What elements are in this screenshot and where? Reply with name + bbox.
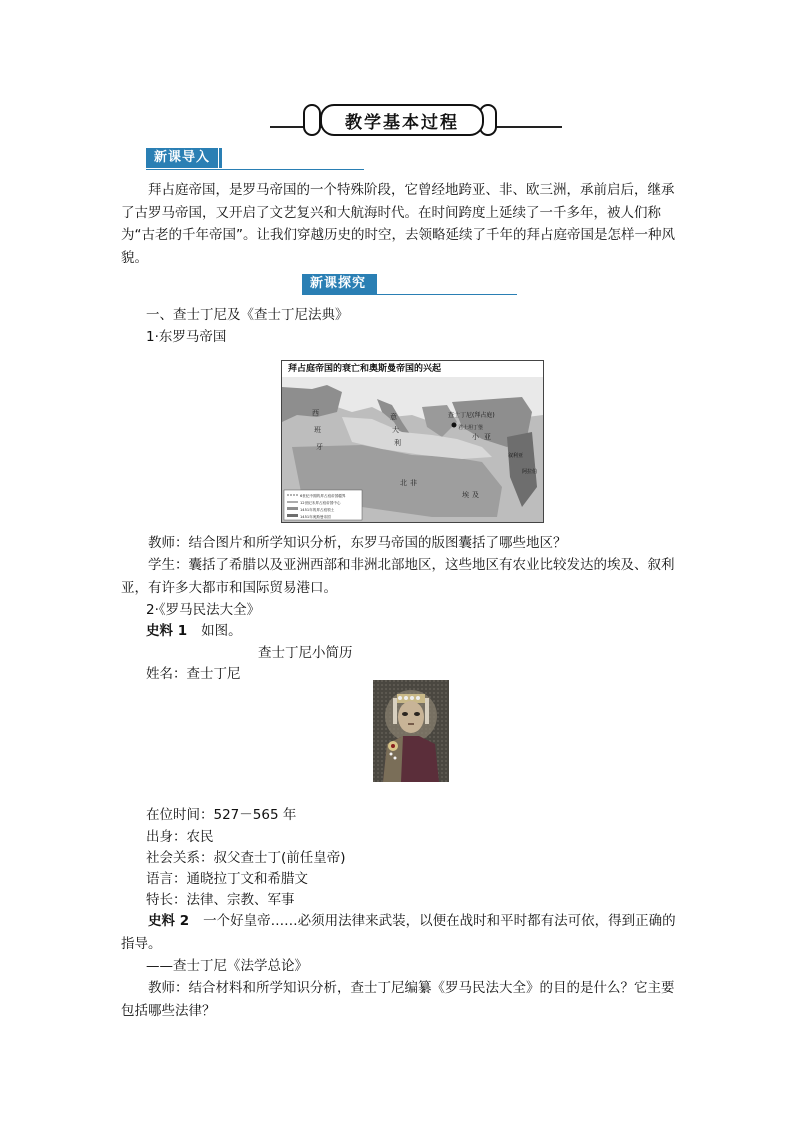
source-2-citation: ——查士丁尼《法学总论》 bbox=[146, 958, 308, 974]
map-label: 意 bbox=[390, 413, 397, 421]
teacher-question-1 bbox=[121, 532, 676, 555]
map-legend-item: 12世纪末拜占庭帝国中心 bbox=[300, 501, 341, 505]
page-title: 教学基本过程 bbox=[320, 104, 484, 136]
map-title: 拜占庭帝国的衰亡和奥斯曼帝国的兴起 bbox=[282, 361, 544, 378]
map-label: 北 bbox=[400, 479, 407, 487]
map-label: 埃 bbox=[462, 491, 469, 499]
map-label: 西 bbox=[312, 409, 319, 417]
banner-cap-left bbox=[303, 104, 321, 136]
teacher-label: 教师 bbox=[148, 980, 175, 996]
teacher-question-2 bbox=[121, 977, 676, 1022]
portrait-graphic bbox=[373, 680, 449, 782]
map-label: 牙 bbox=[316, 443, 323, 451]
teacher-question-text: ：结合材料和所学知识分析，查士丁尼编纂《罗马民法大全》的目的是什么？它主要包括哪些法律？ bbox=[121, 980, 675, 1019]
map-label: 非 bbox=[410, 479, 417, 487]
resume-relation: 社会关系：叔父查士丁(前任皇帝) bbox=[146, 850, 346, 866]
map-legend-item: 1451年奥斯曼帝国 bbox=[300, 515, 331, 519]
source-2-label: 史料 2 bbox=[148, 913, 190, 929]
teacher-question-text: ：结合图片和所学知识分析，东罗马帝国的版图囊括了哪些地区？ bbox=[175, 535, 567, 551]
map-label: 亚 bbox=[484, 433, 491, 441]
map-label: 及 bbox=[472, 491, 479, 499]
teacher-label: 教师 bbox=[148, 535, 175, 551]
map-label: 利 bbox=[394, 439, 401, 447]
student-answer-1 bbox=[121, 554, 676, 599]
map-legend-item: 6世纪中期的拜占庭帝国疆界 bbox=[300, 494, 346, 498]
resume-name: 姓名：查士丁尼 bbox=[146, 666, 241, 682]
resume-title: 查士丁尼小简历 bbox=[258, 645, 353, 661]
resume-origin: 出身：农民 bbox=[146, 829, 214, 845]
section-heading-1: 一、查士丁尼及《查士丁尼法典》 bbox=[146, 307, 349, 323]
map-figure bbox=[281, 360, 544, 523]
map-label: 大 bbox=[392, 426, 399, 434]
intro-tag-rule bbox=[146, 169, 364, 170]
intro-tag-bar bbox=[219, 148, 222, 168]
map-label: 君士坦丁堡 bbox=[458, 425, 484, 431]
explore-tag-bar bbox=[374, 274, 377, 294]
justinian-portrait bbox=[373, 680, 449, 782]
explore-tag: 新课探究 bbox=[302, 274, 374, 294]
map-label: 查士丁尼(拜占庭) bbox=[448, 412, 495, 419]
map-label: 小 bbox=[472, 433, 479, 441]
map-graphic bbox=[282, 377, 543, 522]
map-label: 班 bbox=[314, 426, 321, 434]
explore-tag-rule bbox=[302, 294, 517, 295]
student-answer-text: ：囊括了希腊以及亚洲西部和非洲北部地区，这些地区有农业比较发达的埃及、叙利亚，有许多大都市和国际贸易港口。 bbox=[121, 557, 675, 596]
subheading-1: 1·东罗马帝国 bbox=[146, 329, 227, 345]
source-1 bbox=[146, 620, 242, 642]
resume-language: 语言：通晓拉丁文和希腊文 bbox=[146, 871, 308, 887]
intro-tag: 新课导入 bbox=[146, 148, 218, 168]
intro-paragraph: 拜占庭帝国，是罗马帝国的一个特殊阶段，它曾经地跨亚、非、欧三洲，承前启后，继承了古罗马帝国，又开启了文艺复兴和大航海时代。在时间跨度上延续了一千多年，被人们称为“古老的千年帝国”。让我们穿越历史的时空，去领略延续了千年的拜占庭帝国是怎样一种风貌。 bbox=[121, 182, 675, 266]
resume-skill: 特长：法律、宗教、军事 bbox=[146, 892, 295, 908]
source-2-text: 一个好皇帝……必须用法律来武装，以便在战时和平时都有法可依，得到正确的指导。 bbox=[121, 913, 676, 952]
source-1-text: 如图。 bbox=[201, 623, 242, 639]
resume-reign: 在位时间：527－565 年 bbox=[146, 807, 297, 823]
student-label: 学生 bbox=[148, 557, 175, 573]
map-legend-item: 1451年的拜占庭领土 bbox=[300, 508, 335, 512]
source-2 bbox=[121, 910, 676, 955]
map-label: 阿拉伯 bbox=[522, 469, 538, 475]
source-1-label: 史料 1 bbox=[146, 623, 188, 639]
map-label: 叙利亚 bbox=[508, 453, 524, 459]
subheading-2: 2·《罗马民法大全》 bbox=[146, 602, 261, 618]
